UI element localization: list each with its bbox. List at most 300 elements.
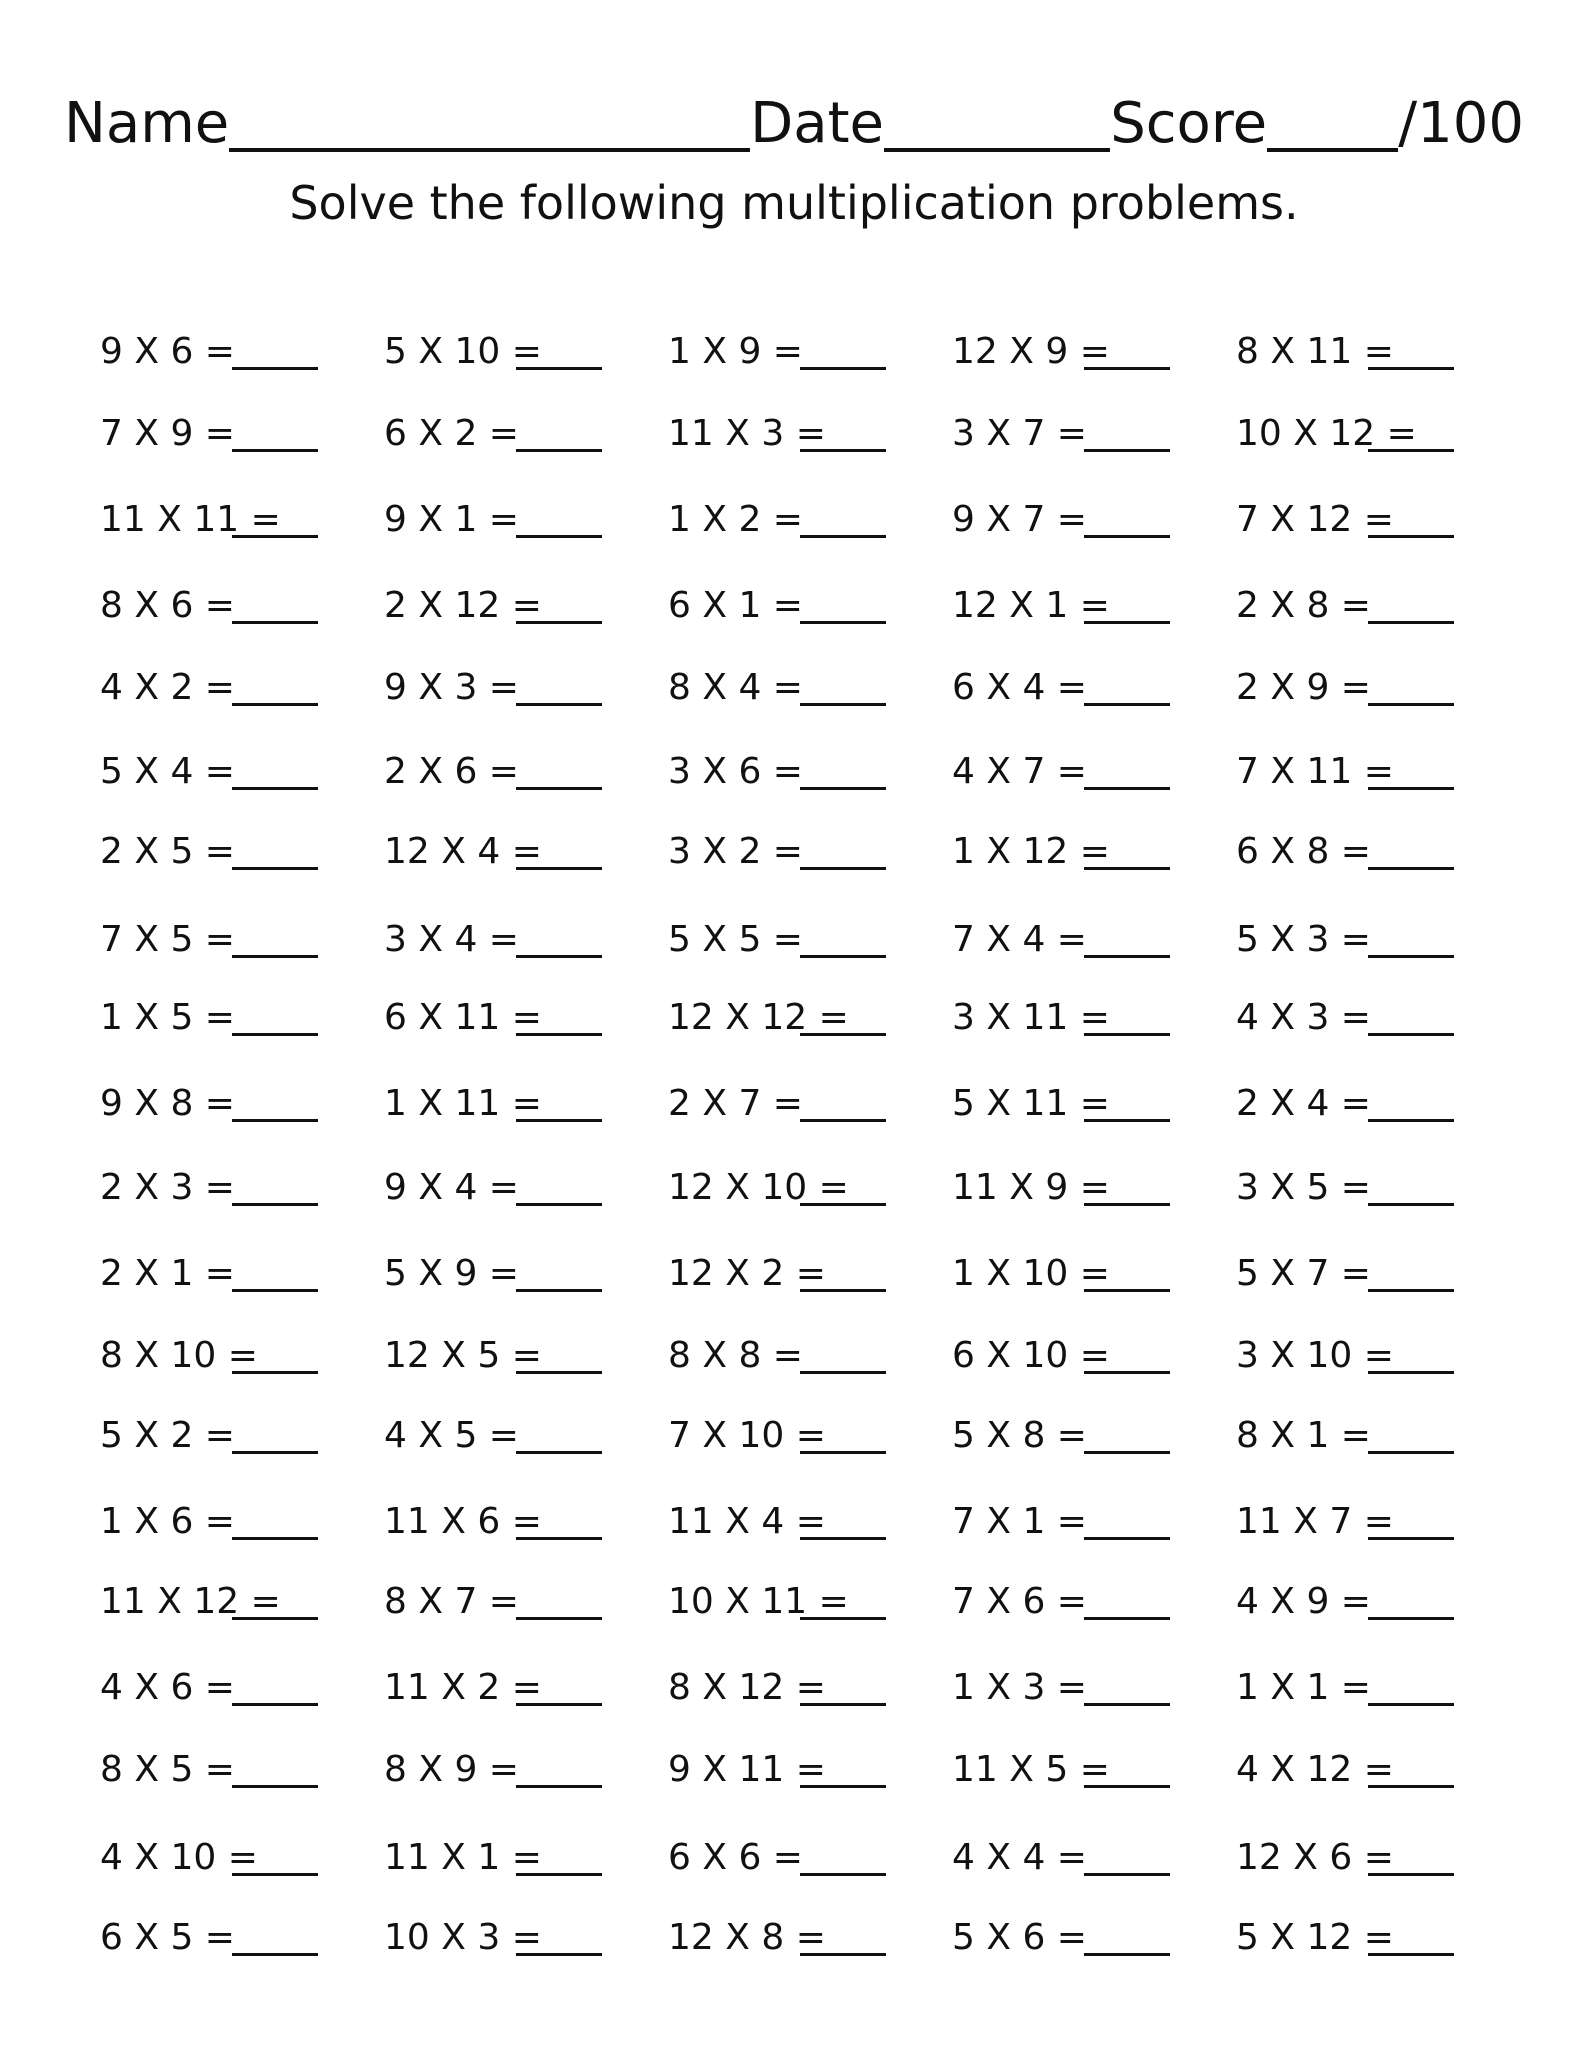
problem-expression: 4 X 12 =: [1236, 1749, 1394, 1790]
answer-blank[interactable]: [516, 1837, 602, 1876]
problem-expression: 4 X 2 =: [100, 667, 235, 708]
name-label: Name: [64, 91, 230, 156]
problem: [384, 810, 624, 870]
answer-blank[interactable]: [232, 1415, 318, 1454]
problem-row: [100, 1816, 1500, 1876]
answer-blank[interactable]: [800, 831, 886, 870]
problem: [952, 1062, 1192, 1122]
problem: [1236, 1728, 1476, 1788]
answer-blank[interactable]: [232, 499, 318, 538]
problem-expression: 6 X 4 =: [952, 667, 1087, 708]
answer-blank[interactable]: [1368, 413, 1454, 452]
answer-blank[interactable]: [1084, 919, 1170, 958]
problem-expression: 7 X 5 =: [100, 919, 235, 960]
problem-expression: 12 X 5 =: [384, 1335, 542, 1376]
problem: [668, 1062, 908, 1122]
problem-expression: 4 X 10 =: [100, 1837, 258, 1878]
answer-blank[interactable]: [1368, 1335, 1454, 1374]
answer-blank[interactable]: [232, 1917, 318, 1956]
problem: [384, 1146, 624, 1206]
answer-blank[interactable]: [516, 1253, 602, 1292]
problem-expression: 8 X 12 =: [668, 1667, 826, 1708]
answer-blank[interactable]: [1368, 831, 1454, 870]
problem-expression: 1 X 9 =: [668, 331, 803, 372]
problem-expression: 5 X 9 =: [384, 1253, 519, 1294]
problem-expression: 8 X 8 =: [668, 1335, 803, 1376]
answer-blank[interactable]: [800, 1917, 886, 1956]
answer-blank[interactable]: [1368, 1253, 1454, 1292]
problem-expression: 6 X 2 =: [384, 413, 519, 454]
problem: [100, 976, 340, 1036]
problem: [100, 478, 340, 538]
problem-expression: 1 X 1 =: [1236, 1667, 1371, 1708]
problem-row: [100, 1314, 1500, 1374]
answer-blank[interactable]: [800, 997, 886, 1036]
answer-blank[interactable]: [800, 499, 886, 538]
name-field[interactable]: [229, 144, 750, 152]
answer-blank[interactable]: [232, 1335, 318, 1374]
problem-expression: 2 X 6 =: [384, 751, 519, 792]
problem: [1236, 1646, 1476, 1706]
answer-blank[interactable]: [516, 831, 602, 870]
problem: [384, 1646, 624, 1706]
answer-blank[interactable]: [232, 1581, 318, 1620]
problem-expression: 1 X 11 =: [384, 1083, 542, 1124]
problem: [1236, 976, 1476, 1036]
answer-blank[interactable]: [1084, 331, 1170, 370]
problem-expression: 7 X 1 =: [952, 1501, 1087, 1542]
problem: [100, 310, 340, 370]
answer-blank[interactable]: [1368, 1667, 1454, 1706]
problem-row: [100, 898, 1500, 958]
problem-expression: 6 X 10 =: [952, 1335, 1110, 1376]
problem-expression: 2 X 12 =: [384, 585, 542, 626]
answer-blank[interactable]: [1368, 1917, 1454, 1956]
problem-expression: 12 X 12 =: [668, 997, 849, 1038]
problem: [100, 564, 340, 624]
problem-expression: 3 X 2 =: [668, 831, 803, 872]
problem-row: [100, 478, 1500, 538]
problem: [668, 310, 908, 370]
problem: [100, 810, 340, 870]
problem: [1236, 1560, 1476, 1620]
answer-blank[interactable]: [1084, 1837, 1170, 1876]
problem: [384, 1816, 624, 1876]
answer-blank[interactable]: [232, 1083, 318, 1122]
problem: [100, 1480, 340, 1540]
problem: [1236, 730, 1476, 790]
answer-blank[interactable]: [232, 667, 318, 706]
answer-blank[interactable]: [516, 1335, 602, 1374]
problem: [952, 1646, 1192, 1706]
problem-expression: 8 X 9 =: [384, 1749, 519, 1790]
problem-row: [100, 730, 1500, 790]
date-label: Date: [750, 91, 884, 156]
answer-blank[interactable]: [1084, 585, 1170, 624]
answer-blank[interactable]: [1084, 1335, 1170, 1374]
problem: [100, 1146, 340, 1206]
answer-blank[interactable]: [1084, 413, 1170, 452]
problem-expression: 5 X 5 =: [668, 919, 803, 960]
problem: [384, 1896, 624, 1956]
problem-expression: 6 X 11 =: [384, 997, 542, 1038]
answer-blank[interactable]: [232, 1253, 318, 1292]
answer-blank[interactable]: [232, 1667, 318, 1706]
answer-blank[interactable]: [1368, 1415, 1454, 1454]
problem: [384, 1728, 624, 1788]
problem-expression: 8 X 1 =: [1236, 1415, 1371, 1456]
problem: [668, 478, 908, 538]
answer-blank[interactable]: [1084, 1501, 1170, 1540]
problem: [100, 1314, 340, 1374]
problem-expression: 5 X 12 =: [1236, 1917, 1394, 1958]
answer-blank[interactable]: [800, 1581, 886, 1620]
problem-expression: 8 X 10 =: [100, 1335, 258, 1376]
problem-expression: 9 X 8 =: [100, 1083, 235, 1124]
problem-row: [100, 1062, 1500, 1122]
problem-expression: 1 X 2 =: [668, 499, 803, 540]
answer-blank[interactable]: [1368, 499, 1454, 538]
problem: [668, 1146, 908, 1206]
problem: [952, 1314, 1192, 1374]
problem-expression: 4 X 7 =: [952, 751, 1087, 792]
problem-row: [100, 564, 1500, 624]
problem-row: [100, 810, 1500, 870]
answer-blank[interactable]: [800, 1501, 886, 1540]
answer-blank[interactable]: [1368, 1581, 1454, 1620]
problem-row: [100, 1646, 1500, 1706]
problem: [384, 976, 624, 1036]
score-label: Score: [1110, 91, 1268, 156]
problem-row: [100, 1232, 1500, 1292]
problem: [952, 1728, 1192, 1788]
answer-blank[interactable]: [232, 1749, 318, 1788]
answer-blank[interactable]: [1368, 997, 1454, 1036]
answer-blank[interactable]: [1084, 1083, 1170, 1122]
problem: [384, 1062, 624, 1122]
problem-expression: 9 X 6 =: [100, 331, 235, 372]
answer-blank[interactable]: [1084, 1667, 1170, 1706]
problem: [1236, 1062, 1476, 1122]
problem-expression: 7 X 6 =: [952, 1581, 1087, 1622]
problem-expression: 5 X 2 =: [100, 1415, 235, 1456]
answer-blank[interactable]: [516, 667, 602, 706]
answer-blank[interactable]: [1084, 1749, 1170, 1788]
problem: [952, 976, 1192, 1036]
problem: [384, 730, 624, 790]
answer-blank[interactable]: [1368, 585, 1454, 624]
problem-expression: 2 X 3 =: [100, 1167, 235, 1208]
problem-expression: 7 X 10 =: [668, 1415, 826, 1456]
problem: [952, 1816, 1192, 1876]
problem: [1236, 1146, 1476, 1206]
problem: [668, 1232, 908, 1292]
problem: [952, 392, 1192, 452]
problem-expression: 5 X 11 =: [952, 1083, 1110, 1124]
problem-expression: 9 X 4 =: [384, 1167, 519, 1208]
answer-blank[interactable]: [1084, 1917, 1170, 1956]
problem-expression: 9 X 3 =: [384, 667, 519, 708]
problem-expression: 2 X 4 =: [1236, 1083, 1371, 1124]
problem-expression: 9 X 7 =: [952, 499, 1087, 540]
problem-expression: 4 X 3 =: [1236, 997, 1371, 1038]
problem-row: [100, 1146, 1500, 1206]
problem: [668, 1314, 908, 1374]
answer-blank[interactable]: [1368, 1749, 1454, 1788]
problem-expression: 2 X 1 =: [100, 1253, 235, 1294]
answer-blank[interactable]: [516, 919, 602, 958]
problem: [100, 392, 340, 452]
answer-blank[interactable]: [232, 413, 318, 452]
problem-expression: 2 X 5 =: [100, 831, 235, 872]
answer-blank[interactable]: [1084, 1167, 1170, 1206]
answer-blank[interactable]: [516, 1917, 602, 1956]
answer-blank[interactable]: [516, 997, 602, 1036]
problem: [1236, 392, 1476, 452]
problem: [1236, 1896, 1476, 1956]
problem: [1236, 898, 1476, 958]
problem-expression: 11 X 4 =: [668, 1501, 826, 1542]
answer-blank[interactable]: [232, 1501, 318, 1540]
answer-blank[interactable]: [1084, 1253, 1170, 1292]
answer-blank[interactable]: [516, 413, 602, 452]
problem-expression: 5 X 10 =: [384, 331, 542, 372]
answer-blank[interactable]: [800, 585, 886, 624]
problem: [100, 1560, 340, 1620]
problem-expression: 1 X 3 =: [952, 1667, 1087, 1708]
problem-expression: 2 X 7 =: [668, 1083, 803, 1124]
answer-blank[interactable]: [800, 1253, 886, 1292]
problem: [952, 1560, 1192, 1620]
answer-blank[interactable]: [516, 1581, 602, 1620]
problem: [1236, 810, 1476, 870]
problem-expression: 11 X 7 =: [1236, 1501, 1394, 1542]
answer-blank[interactable]: [800, 751, 886, 790]
answer-blank[interactable]: [516, 1167, 602, 1206]
problem-expression: 5 X 6 =: [952, 1917, 1087, 1958]
problem-expression: 10 X 12 =: [1236, 413, 1417, 454]
problem-expression: 8 X 7 =: [384, 1581, 519, 1622]
problem: [100, 646, 340, 706]
problem-expression: 3 X 4 =: [384, 919, 519, 960]
problem-expression: 6 X 1 =: [668, 585, 803, 626]
problem: [668, 1728, 908, 1788]
problem: [668, 898, 908, 958]
problem: [1236, 1816, 1476, 1876]
problem: [1236, 564, 1476, 624]
answer-blank[interactable]: [800, 1083, 886, 1122]
problem-expression: 4 X 5 =: [384, 1415, 519, 1456]
problem: [668, 1560, 908, 1620]
answer-blank[interactable]: [1084, 667, 1170, 706]
answer-blank[interactable]: [800, 1415, 886, 1454]
problem-expression: 10 X 11 =: [668, 1581, 849, 1622]
problem-expression: 8 X 11 =: [1236, 331, 1394, 372]
answer-blank[interactable]: [1368, 331, 1454, 370]
problem-expression: 12 X 2 =: [668, 1253, 826, 1294]
answer-blank[interactable]: [232, 1167, 318, 1206]
answer-blank[interactable]: [232, 585, 318, 624]
answer-blank[interactable]: [800, 1667, 886, 1706]
problem-expression: 5 X 3 =: [1236, 919, 1371, 960]
problem-expression: 5 X 8 =: [952, 1415, 1087, 1456]
problem: [952, 478, 1192, 538]
problem-expression: 11 X 11 =: [100, 499, 281, 540]
problem-expression: 8 X 4 =: [668, 667, 803, 708]
answer-blank[interactable]: [232, 751, 318, 790]
problem-expression: 12 X 6 =: [1236, 1837, 1394, 1878]
problem-expression: 5 X 4 =: [100, 751, 235, 792]
score-total: /100: [1398, 91, 1524, 156]
score-field[interactable]: [1267, 144, 1398, 152]
answer-blank[interactable]: [1084, 1415, 1170, 1454]
answer-blank[interactable]: [1084, 997, 1170, 1036]
problem: [100, 1646, 340, 1706]
problem-row: [100, 310, 1500, 370]
answer-blank[interactable]: [516, 499, 602, 538]
answer-blank[interactable]: [1084, 831, 1170, 870]
answer-blank[interactable]: [1368, 1083, 1454, 1122]
problem-expression: 12 X 10 =: [668, 1167, 849, 1208]
problem-expression: 10 X 3 =: [384, 1917, 542, 1958]
problem: [384, 1394, 624, 1454]
problem-expression: 11 X 5 =: [952, 1749, 1110, 1790]
problem-expression: 12 X 8 =: [668, 1917, 826, 1958]
problem-expression: 8 X 6 =: [100, 585, 235, 626]
answer-blank[interactable]: [1368, 1501, 1454, 1540]
problem-expression: 1 X 12 =: [952, 831, 1110, 872]
problem: [1236, 310, 1476, 370]
answer-blank[interactable]: [1084, 751, 1170, 790]
problem-expression: 4 X 9 =: [1236, 1581, 1371, 1622]
answer-blank[interactable]: [232, 919, 318, 958]
problem: [384, 1560, 624, 1620]
answer-blank[interactable]: [516, 1749, 602, 1788]
answer-blank[interactable]: [1368, 1837, 1454, 1876]
answer-blank[interactable]: [800, 1837, 886, 1876]
problem: [384, 1314, 624, 1374]
answer-blank[interactable]: [800, 1167, 886, 1206]
answer-blank[interactable]: [516, 331, 602, 370]
problem: [952, 1232, 1192, 1292]
problem: [100, 898, 340, 958]
problem: [1236, 646, 1476, 706]
answer-blank[interactable]: [516, 1667, 602, 1706]
problem-expression: 4 X 6 =: [100, 1667, 235, 1708]
answer-blank[interactable]: [800, 667, 886, 706]
problem-expression: 3 X 11 =: [952, 997, 1110, 1038]
problem: [952, 898, 1192, 958]
problem-expression: 2 X 8 =: [1236, 585, 1371, 626]
problem-expression: 9 X 1 =: [384, 499, 519, 540]
answer-blank[interactable]: [1368, 1167, 1454, 1206]
problem: [668, 1646, 908, 1706]
answer-blank[interactable]: [1368, 751, 1454, 790]
problem-expression: 12 X 1 =: [952, 585, 1110, 626]
problem: [100, 1816, 340, 1876]
answer-blank[interactable]: [800, 1749, 886, 1788]
problem: [100, 1728, 340, 1788]
date-field[interactable]: [884, 144, 1110, 152]
problem-expression: 11 X 3 =: [668, 413, 826, 454]
answer-blank[interactable]: [516, 1501, 602, 1540]
answer-blank[interactable]: [800, 1335, 886, 1374]
answer-blank[interactable]: [800, 331, 886, 370]
problem: [668, 1896, 908, 1956]
problem: [952, 564, 1192, 624]
answer-blank[interactable]: [232, 331, 318, 370]
problem: [1236, 1394, 1476, 1454]
problem-expression: 11 X 6 =: [384, 1501, 542, 1542]
answer-blank[interactable]: [1084, 499, 1170, 538]
instructions: Solve the following multiplication problems.: [289, 176, 1299, 230]
answer-blank[interactable]: [516, 1083, 602, 1122]
problem-expression: 3 X 7 =: [952, 413, 1087, 454]
answer-blank[interactable]: [516, 585, 602, 624]
problem: [668, 392, 908, 452]
answer-blank[interactable]: [1368, 667, 1454, 706]
problem: [668, 564, 908, 624]
problem-row: [100, 392, 1500, 452]
problem-expression: 7 X 4 =: [952, 919, 1087, 960]
answer-blank[interactable]: [1368, 919, 1454, 958]
problem-expression: 3 X 10 =: [1236, 1335, 1394, 1376]
problem: [384, 646, 624, 706]
problem-row: [100, 1896, 1500, 1956]
problem-row: [100, 976, 1500, 1036]
problem: [1236, 478, 1476, 538]
problem: [1236, 1480, 1476, 1540]
problem-row: [100, 646, 1500, 706]
problem: [668, 976, 908, 1036]
worksheet-header: [64, 72, 1524, 156]
problem-expression: 7 X 12 =: [1236, 499, 1394, 540]
problem: [100, 1062, 340, 1122]
problem-row: [100, 1480, 1500, 1540]
answer-blank[interactable]: [232, 831, 318, 870]
answer-blank[interactable]: [800, 413, 886, 452]
answer-blank[interactable]: [1084, 1581, 1170, 1620]
problem: [668, 1394, 908, 1454]
problem: [384, 478, 624, 538]
problem: [100, 1394, 340, 1454]
problem-expression: 6 X 8 =: [1236, 831, 1371, 872]
problem-expression: 11 X 2 =: [384, 1667, 542, 1708]
problem-row: [100, 1728, 1500, 1788]
problem: [668, 1480, 908, 1540]
problem-expression: 11 X 1 =: [384, 1837, 542, 1878]
problem: [100, 1232, 340, 1292]
problem: [668, 646, 908, 706]
problem-expression: 6 X 5 =: [100, 1917, 235, 1958]
answer-blank[interactable]: [800, 919, 886, 958]
problem: [952, 646, 1192, 706]
answer-blank[interactable]: [516, 1415, 602, 1454]
problem-expression: 11 X 12 =: [100, 1581, 281, 1622]
answer-blank[interactable]: [516, 751, 602, 790]
problem: [952, 310, 1192, 370]
problem-expression: 1 X 6 =: [100, 1501, 235, 1542]
problem-expression: 2 X 9 =: [1236, 667, 1371, 708]
problem-expression: 3 X 5 =: [1236, 1167, 1371, 1208]
problem: [952, 1146, 1192, 1206]
problem-row: [100, 1560, 1500, 1620]
problem: [952, 730, 1192, 790]
problem-expression: 4 X 4 =: [952, 1837, 1087, 1878]
answer-blank[interactable]: [232, 1837, 318, 1876]
problem: [668, 1816, 908, 1876]
answer-blank[interactable]: [232, 997, 318, 1036]
